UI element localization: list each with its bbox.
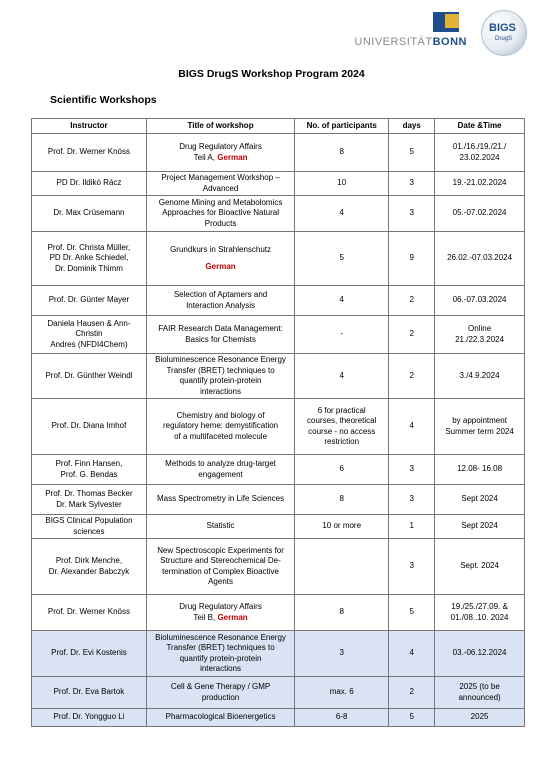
header-instructor: Instructor [32, 119, 147, 134]
cell-date [435, 595, 525, 631]
cell-days: 4 [389, 399, 435, 455]
cell-days: 1 [389, 515, 435, 539]
uni-suffix: BONN [432, 36, 467, 48]
cell-date-line: by appointment [452, 416, 507, 425]
cell-date [435, 455, 525, 485]
cell-participants [295, 172, 389, 196]
cell-title-line: Bioluminescence Resonance Energy [155, 632, 286, 642]
cell-instructor-line: Prof. Dr. Günter Mayer [48, 295, 130, 305]
cell-title-line: New Spectroscopic Experiments for [157, 545, 284, 555]
cell-title-line: Statistic [206, 521, 235, 531]
cell-instructor [32, 709, 147, 727]
cell-title-language [150, 613, 291, 624]
cell-participants [295, 286, 389, 316]
table-row [32, 677, 525, 709]
cell-participants-line: restriction [324, 437, 360, 446]
cell-days: 3 [389, 196, 435, 232]
cell-instructor-line: Dr. Max Crüsemann [53, 208, 125, 218]
cell-instructor [32, 455, 147, 485]
cell-title-line: Products [204, 218, 237, 228]
cell-date-line: 2025 [470, 712, 489, 722]
cell-participants-line: 3 [339, 648, 344, 658]
title-part-label: Teil B, [193, 612, 216, 622]
cell-instructor-line: Prof. Dr. Yongguo Li [53, 712, 125, 722]
cell-participants-line: 4 [339, 295, 344, 305]
cell-instructor-line: Prof. Dirk Menche, [55, 556, 123, 565]
language-label: German [217, 612, 248, 622]
cell-participants-line: 5 [339, 253, 344, 263]
cell-title-line: Mass Spectrometry in Life Sciences [156, 494, 285, 504]
document-title: BIGS DrugS Workshop Program 2024 [178, 68, 365, 80]
cell-participants-line: courses, theoretical [307, 416, 377, 425]
uni-prefix: UNIVERSITÄT [354, 36, 433, 48]
cell-title [146, 631, 294, 677]
cell-instructor [32, 595, 147, 631]
cell-date [435, 539, 525, 595]
cell-instructor-line: Prof. Dr. Werner Knöss [47, 147, 130, 157]
table-row [32, 286, 525, 316]
cell-instructor-line: Daniela Hausen & Ann-Christin [47, 318, 131, 339]
cell-title-line: quantify protein-protein [179, 653, 262, 663]
cell-date [435, 709, 525, 727]
cell-title [146, 196, 294, 232]
cell-instructor [32, 515, 147, 539]
cell-days: 2 [389, 677, 435, 709]
cell-date [435, 631, 525, 677]
cell-days: 5 [389, 134, 435, 172]
table-row [32, 134, 525, 172]
cell-date-line: 12.08- 16.08 [457, 464, 503, 474]
cell-title-line: regulatory heme: demystification [162, 421, 279, 431]
cell-title-line: Grundkurs in Strahlenschutz [170, 245, 272, 254]
bigs-logo-text: BIGS [489, 22, 516, 34]
cell-instructor [32, 134, 147, 172]
cell-instructor-line: Prof. Dr. Diana Imhof [51, 421, 127, 431]
cell-title [146, 286, 294, 316]
cell-participants [295, 134, 389, 172]
cell-title-line: termination of Complex Bioactive [162, 566, 280, 576]
cell-days: 3 [389, 455, 435, 485]
cell-title-language [150, 262, 291, 273]
table-row [32, 455, 525, 485]
cell-days: 5 [389, 709, 435, 727]
cell-date-line: 19./25./27.09. & [451, 602, 508, 611]
cell-date-line: 01./16./19./21./ [452, 142, 507, 151]
cell-title [146, 515, 294, 539]
table-row [32, 232, 525, 286]
cell-participants [295, 399, 389, 455]
cell-title-language [150, 153, 291, 164]
cell-title-line: Advanced [202, 183, 239, 193]
cell-instructor-line: PD Dr. Anke Schiedel, [49, 253, 129, 263]
cell-instructor-line: Andres (NFDI4Chem) [50, 339, 128, 349]
cell-days: 4 [389, 631, 435, 677]
cell-title [146, 595, 294, 631]
cell-instructor-line: Prof. Dr. Evi Kostenis [51, 648, 127, 658]
cell-participants-line: 8 [339, 607, 344, 617]
cell-title-line: Chemistry and biology of [176, 410, 265, 420]
cell-days: 2 [389, 316, 435, 354]
cell-title [146, 354, 294, 399]
cell-instructor-line: Prof. Dr. Günther Weindl [45, 370, 133, 380]
cell-instructor-line: PD Dr. Ildikó Rácz [56, 178, 122, 188]
cell-title [146, 316, 294, 354]
table-row [32, 399, 525, 455]
header-date: Date &Time [435, 119, 525, 134]
cell-title-line: Approaches for Bioactive Natural [162, 208, 280, 218]
cell-date-line: 03.-06.12.2024 [452, 648, 507, 658]
table-row [32, 354, 525, 399]
cell-participants-line: 6 for practical [317, 405, 366, 415]
cell-instructor [32, 316, 147, 354]
header-days: days [389, 119, 435, 134]
cell-participants [295, 631, 389, 677]
cell-date-line: announced) [458, 692, 501, 702]
cell-instructor-line: Dr. Dominik Thimm [55, 263, 123, 273]
cell-participants-line: 4 [339, 208, 344, 218]
cell-title [146, 709, 294, 727]
cell-participants [295, 515, 389, 539]
cell-days: 3 [389, 172, 435, 196]
cell-title [146, 172, 294, 196]
cell-instructor [32, 539, 147, 595]
cell-title-line: engagement [198, 469, 243, 479]
cell-days: 5 [389, 595, 435, 631]
language-label: German [205, 261, 236, 271]
cell-title [146, 539, 294, 595]
cell-days: 2 [389, 286, 435, 316]
section-title: Scientific Workshops [50, 94, 157, 106]
cell-title [146, 232, 294, 286]
cell-date-line: 05.-07.02.2024 [452, 208, 507, 218]
cell-instructor-line: Dr. Alexander Babczyk [48, 566, 130, 576]
cell-date-line: 19.-21.02.2024 [452, 178, 507, 188]
cell-date [435, 134, 525, 172]
cell-date [435, 196, 525, 232]
cell-title-line: Cell & Gene Therapy / GMP [170, 682, 271, 691]
cell-participants-line: 10 or more [322, 521, 362, 531]
cell-title-line: Basics for Chemists [185, 334, 256, 344]
table-row [32, 595, 525, 631]
table-row [32, 515, 525, 539]
table-row [32, 196, 525, 232]
cell-participants [295, 196, 389, 232]
cell-title-line: Project Management Workshop – [161, 173, 280, 182]
cell-title-line: Structure and Stereochemical De- [160, 556, 281, 565]
cell-title [146, 455, 294, 485]
cell-title-line: Pharmacological Bioenergetics [165, 712, 276, 722]
bigs-logo-subtext: DrugS [495, 36, 513, 42]
cell-instructor [32, 631, 147, 677]
workshop-table [31, 118, 525, 727]
header-logos [327, 10, 527, 56]
cell-days: 2 [389, 354, 435, 399]
cell-date-line: 3./4.9.2024 [459, 370, 500, 380]
header-title: Title of workshop [146, 119, 294, 134]
cell-instructor-line: Prof. G. Bendas [60, 469, 118, 479]
title-part-label: Teil A, [193, 152, 215, 162]
cell-date [435, 286, 525, 316]
cell-date-line: Sept 2024 [461, 521, 498, 531]
cell-date [435, 515, 525, 539]
cell-participants [295, 354, 389, 399]
cell-instructor [32, 172, 147, 196]
cell-date-line: 01./08..10. 2024 [450, 612, 509, 622]
cell-date [435, 399, 525, 455]
cell-title-line: Transfer (BRET) techniques to [166, 643, 275, 652]
table-row [32, 316, 525, 354]
cell-participants-line: 6-8 [335, 712, 348, 722]
cell-instructor-line: Prof. Dr. Eva Bartok [53, 687, 125, 697]
language-label: German [217, 152, 248, 162]
cell-date [435, 677, 525, 709]
cell-participants-line: 10 [337, 178, 347, 188]
table-row [32, 485, 525, 515]
cell-date [435, 354, 525, 399]
cell-participants-line: 4 [339, 370, 344, 380]
cell-title-line: Genome Mining and Metabolomics [158, 197, 283, 207]
cell-instructor [32, 286, 147, 316]
cell-title-line: Methods to analyze drug-target [165, 459, 276, 468]
cell-date-line: Sept. 2024 [460, 561, 499, 571]
cell-participants-line: max. 6 [329, 687, 354, 697]
cell-title-line: FAIR Research Data Management: [158, 324, 283, 333]
cell-title [146, 677, 294, 709]
cell-date [435, 485, 525, 515]
cell-participants [295, 539, 389, 595]
cell-date [435, 232, 525, 286]
cell-title-line: production [201, 692, 240, 702]
table-row [32, 539, 525, 595]
cell-date-line: 26.02.-07.03.2024 [447, 253, 513, 263]
cell-days: 3 [389, 485, 435, 515]
cell-date-line: Sept 2024 [461, 494, 498, 504]
cell-participants [295, 316, 389, 354]
logo-mark-gold [445, 14, 459, 28]
cell-title-line: Bioluminescence Resonance Energy [155, 355, 286, 364]
cell-instructor [32, 485, 147, 515]
cell-participants-line: - [340, 329, 344, 339]
cell-participants [295, 232, 389, 286]
cell-date-line: 2025 (to be [459, 682, 500, 691]
cell-instructor-line: Prof. Finn Hansen, [55, 459, 123, 468]
cell-participants [295, 485, 389, 515]
cell-instructor-line: Dr. Mark Sylvester [56, 499, 122, 509]
cell-title-line: Transfer (BRET) techniques to [166, 365, 275, 375]
cell-title-line: of a multifaceted molecule [174, 431, 268, 441]
university-bonn-logo [327, 10, 467, 56]
cell-date [435, 172, 525, 196]
cell-instructor-line: Prof. Dr. Christa Müller, [47, 242, 131, 252]
cell-instructor [32, 354, 147, 399]
cell-days: 9 [389, 232, 435, 286]
cell-title-line: Interaction Analysis [186, 300, 256, 310]
cell-title-line: interactions [200, 386, 241, 396]
cell-title-line: Drug Regulatory Affairs [179, 142, 262, 151]
cell-instructor [32, 399, 147, 455]
cell-date-line: 21./22.3.2024 [455, 334, 505, 344]
cell-participants [295, 595, 389, 631]
cell-title [146, 134, 294, 172]
cell-participants-line: 8 [339, 494, 344, 504]
cell-participants [295, 709, 389, 727]
cell-date-line: 23.02.2024 [459, 152, 500, 162]
cell-participants [295, 455, 389, 485]
cell-title-line: quantify protein-protein [179, 376, 262, 385]
cell-date-line: 06.-07.03.2024 [452, 295, 507, 305]
cell-title-line: Selection of Aptamers and [173, 290, 268, 299]
cell-instructor [32, 196, 147, 232]
cell-instructor [32, 677, 147, 709]
cell-title-line: interactions [200, 664, 241, 673]
table-header-row [32, 119, 525, 134]
cell-title [146, 485, 294, 515]
cell-date-line: Summer term 2024 [445, 426, 514, 436]
cell-date [435, 316, 525, 354]
cell-instructor [32, 232, 147, 286]
cell-instructor-line: Prof. Dr. Werner Knöss [47, 607, 130, 617]
cell-instructor-line: Prof. Dr. Thomas Becker [45, 489, 133, 498]
cell-date-line: Online [468, 324, 492, 333]
table-row [32, 709, 525, 727]
table-row [32, 631, 525, 677]
header-participants: No. of participants [295, 119, 389, 134]
cell-instructor-line: BIGS Clinical Population sciences [45, 516, 133, 536]
cell-days: 3 [389, 539, 435, 595]
cell-participants-line: 6 [339, 464, 344, 474]
cell-participants [295, 677, 389, 709]
cell-participants-line: course - no access [308, 426, 376, 436]
table-row [32, 172, 525, 196]
cell-title-line: Drug Regulatory Affairs [179, 602, 262, 611]
cell-title [146, 399, 294, 455]
cell-participants-line: 8 [339, 147, 344, 157]
cell-title-line: Agents [208, 577, 233, 586]
bigs-drugs-logo [481, 10, 527, 56]
